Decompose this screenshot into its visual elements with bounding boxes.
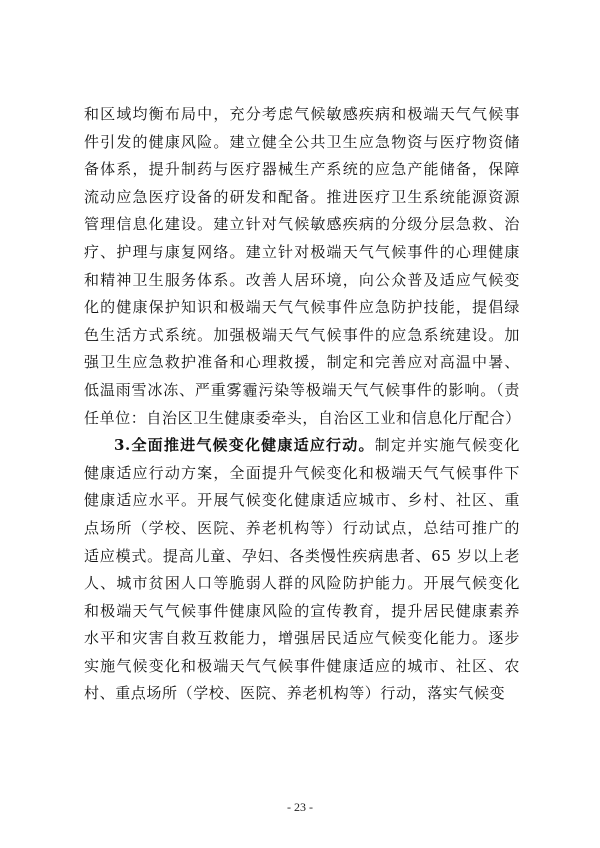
paragraph-section-3 xyxy=(84,432,520,708)
paragraph-text: 和区域均衡布局中，充分考虑气候敏感疾病和极端天气气候事件引发的健康风险。建立健全公共卫生应急物资与医疗物资储备体系，提升制药与医疗器械生产系统的应急产能储备，保障流动应急医疗设备的研发和配备。推进医疗卫生系统能源资源管理信息化建设。建立针对气候敏感疾病的分级分层急救、治疗、护理与康复网络。建立针对极端天气气候事件的心理健康和精神卫生服务体系。改善人居环境，向公众普及适应气候变化的健康保护知识和极端天气气候事件应急防护技能，提倡绿色生活方式系统。加强极端天气气候事件的应急系统建设。加强卫生应急救护准备和心理救援，制定和完善应对高温中暑、低温雨雪冰冻、严重雾霾污染等极端天气气候事件的影响。（责任单位：自治区卫生健康委牵头，自治区工业和信息化厅配合） xyxy=(84,105,521,427)
paragraph-text: 制定并实施气候变化健康适应行动方案，全面提升气候变化和极端天气气候事件下健康适应水平。开展气候变化健康适应城市、乡村、社区、重点场所（学校、医院、养老机构等）行动试点，总结可推广的适应模式。提高儿童、孕妇、各类慢性疾病患者、65 岁以上老人、城市贫困人口等脆弱人群的风险防护能力。开展气候变化和极端天气气候事件健康风险的宣传教育，提升居民健康素养水平和灾害自救互救能力，增强居民适应气候变化能力。逐步实施气候变化和极端天气气候事件健康适应的城市、社区、农村、重点场所（学校、医院、养老机构等）行动，落实气候变 xyxy=(84,436,520,703)
paragraph-continued xyxy=(84,101,520,432)
page-number: - 23 - xyxy=(287,800,313,814)
document-body xyxy=(84,101,520,708)
section-heading: 3.全面推进气候变化健康适应行动。 xyxy=(114,436,375,455)
